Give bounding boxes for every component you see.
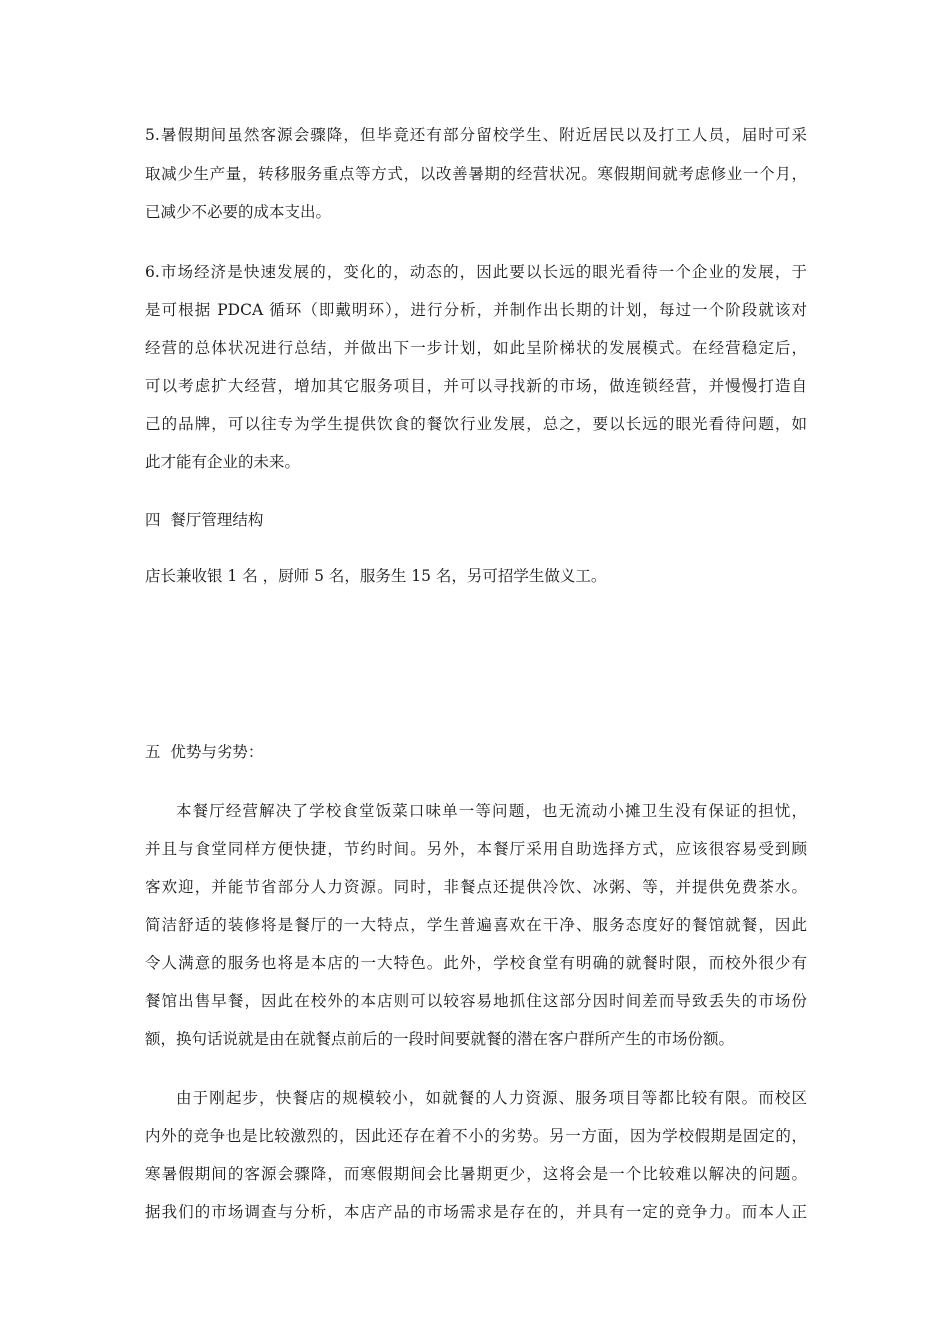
section-5-paragraph-a-line: 简洁舒适的装修将是餐厅的一大特点，学生普遍喜欢在干净、服务态度好的餐馆就餐，因此 xyxy=(145,916,807,934)
section-5-paragraph-a-line: 餐馆出售早餐，因此在校外的本店则可以较容易地抓住这部分因时间差而导致丢失的市场份 xyxy=(145,992,807,1010)
section-5-paragraph-a-line: 令人满意的服务也将是本店的一大特色。此外，学校食堂有明确的就餐时限，而校外很少有 xyxy=(145,954,807,972)
section-5-paragraph-b-line: 据我们的市场调查与分析，本店产品的市场需求是存在的，并具有一定的竞争力。而本人正 xyxy=(145,1203,807,1221)
section-5-paragraph-a-line: 客欢迎，并能节省部分人力资源。同时，非餐点还提供冷饮、冰粥、等，并提供免费茶水。 xyxy=(145,878,807,896)
section-5-paragraph-a-line: 额，换句话说就是由在就餐点前后的一段时间要就餐的潜在客户群所产生的市场份额。 xyxy=(145,1030,735,1048)
section-5-paragraph-a-line: 并且与食堂同样方便快捷，节约时间。另外，本餐厅采用自助选择方式，应该很容易受到顾 xyxy=(145,840,807,858)
paragraph-6-line: 经营的总体状况进行总结，并做出下一步计划，如此呈阶梯状的发展模式。在经营稳定后， xyxy=(145,339,807,357)
section-5-paragraph-b-line: 由于刚起步，快餐店的规模较小，如就餐的人力资源、服务项目等都比较有限。而校区 xyxy=(176,1089,807,1107)
paragraph-5-line: 取减少生产量，转移服务重点等方式，以改善暑期的经营状况。寒假期间就考虑修业一个月， xyxy=(145,165,807,183)
paragraph-5-line: 已减少不必要的成本支出。 xyxy=(145,203,332,221)
section-4-heading: 四 餐厅管理结构 xyxy=(145,511,264,529)
paragraph-6-line: 6.市场经济是快速发展的，变化的，动态的，因此要以长远的眼光看待一个企业的发展，于 xyxy=(145,263,807,281)
section-5-heading: 五 优势与劣势： xyxy=(145,743,264,761)
paragraph-6-line: 是可根据 PDCA 循环（即戴明环），进行分析，并制作出长期的计划，每过一个阶段就该对 xyxy=(145,301,807,319)
paragraph-6-line: 此才能有企业的未来。 xyxy=(145,453,301,471)
section-5-paragraph-a-line: 本餐厅经营解决了学校食堂饭菜口味单一等问题，也无流动小摊卫生没有保证的担忧， xyxy=(176,802,807,820)
paragraph-6-line: 己的品牌，可以往专为学生提供饮食的餐饮行业发展，总之，要以长远的眼光看待问题，如 xyxy=(145,415,807,433)
section-5-paragraph-b-line: 内外的竞争也是比较激烈的，因此还存在着不小的劣势。另一方面，因为学校假期是固定的， xyxy=(145,1127,807,1145)
paragraph-6-line: 可以考虑扩大经营，增加其它服务项目，并可以寻找新的市场，做连锁经营，并慢慢打造自 xyxy=(145,377,807,395)
paragraph-5-line: 5.暑假期间虽然客源会骤降，但毕竟还有部分留校学生、附近居民以及打工人员，届时可采 xyxy=(145,126,807,144)
section-4-body: 店长兼收银 1 名 ，厨师 5 名，服务生 15 名，另可招学生做义工。 xyxy=(145,567,607,585)
section-5-paragraph-b-line: 寒暑假期间的客源会骤降，而寒假期间会比暑期更少，这将会是一个比较难以解决的问题。 xyxy=(145,1165,807,1183)
